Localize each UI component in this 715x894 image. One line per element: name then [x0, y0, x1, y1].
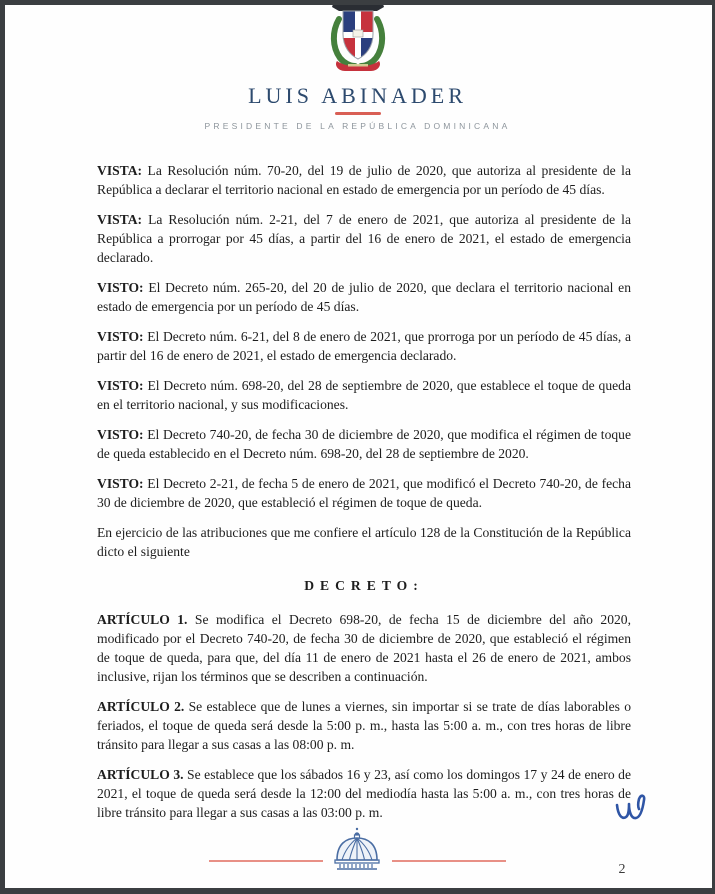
- shield: [343, 11, 373, 59]
- footer-rule-left: [209, 860, 323, 862]
- paragraph-text: El Decreto núm. 6-21, del 8 de enero de 2021, que prorroga por un período de 45 días, a partir del 16 de enero de 2021, el estado de emergencia declarado.: [97, 329, 631, 363]
- paragraph-label: VISTA:: [97, 163, 143, 178]
- paragraph-label: ARTÍCULO 1.: [97, 612, 188, 627]
- paragraph-text: Se establece que los sábados 16 y 23, así como los domingos 17 y 24 de enero de 2021, el toque de queda será desde la 12:00 del mediodía hasta las 5:00 a. m., con tres horas de libre tránsito para llegar a sus casas a las 03:00 p. m.: [97, 767, 631, 820]
- paragraph-label: VISTA:: [97, 212, 143, 227]
- paragraph-label: VISTO:: [97, 476, 144, 491]
- signature-mark: [612, 792, 652, 826]
- paragraph: [97, 474, 631, 512]
- palace-dome-icon: [330, 827, 384, 871]
- scan-edge-left: [0, 0, 5, 894]
- paragraph-text: Se establece que de lunes a viernes, sin importar si se trate de días laborables o feriados, el toque de queda será desde la 5:00 p. m., hasta las 5:00 a. m., con tres horas de libre tránsito para llegar a sus casas a las 08:00 p. m.: [97, 699, 631, 752]
- document-body: [97, 161, 631, 833]
- paragraph: [97, 327, 631, 365]
- paragraph: [97, 425, 631, 463]
- scan-edge-top: [0, 0, 715, 5]
- articles-section: [97, 610, 631, 822]
- paragraph-text: En ejercicio de las atribuciones que me confiere el artículo 128 de la Constitución de la República dicto el siguiente: [97, 525, 631, 559]
- page-number: 2: [618, 862, 626, 877]
- paragraph-text: El Decreto núm. 698-20, del 28 de septiembre de 2020, que establece el toque de queda en el territorio nacional, y sus modificaciones.: [97, 378, 631, 412]
- paragraph-text: La Resolución núm. 70-20, del 19 de julio de 2020, que autoriza al presidente de la República a declarar el territorio nacional en estado de emergencia por un período de 45 días.: [97, 163, 631, 197]
- scan-edge-bottom: [0, 888, 715, 894]
- paragraph-label: ARTÍCULO 3.: [97, 767, 184, 782]
- decree-heading: DECRETO:: [304, 578, 424, 593]
- paragraph-label: ARTÍCULO 2.: [97, 699, 185, 714]
- president-title: PRESIDENTE DE LA REPÚBLICA DOMINICANA: [204, 121, 511, 131]
- paragraph: [97, 161, 631, 199]
- paragraph-label: VISTO:: [97, 427, 144, 442]
- paragraph-text: El Decreto 740-20, de fecha 30 de diciembre de 2020, que modifica el régimen de toque de queda establecido en el Decreto núm. 698-20, del 28 de septiembre de 2020.: [97, 427, 631, 461]
- paragraph: [97, 523, 631, 561]
- coat-of-arms-icon: [327, 1, 389, 77]
- paragraph-text: Se modifica el Decreto 698-20, de fecha 15 de diciembre del año 2020, modificado por el Decreto 740-20, de fecha 30 de diciembre de 2020, que estableció el régimen de toque de queda, para que, del día 11 de enero de 2021 hasta el 26 de enero de 2021, ambos inclusive, rijan los términos que se describen a continuación.: [97, 612, 631, 684]
- header-divider: [335, 112, 381, 115]
- considerations-section: [97, 161, 631, 561]
- paragraph-label: VISTO:: [97, 378, 144, 393]
- footer-rule-right: [392, 860, 506, 862]
- paragraph-label: VISTO:: [97, 329, 144, 344]
- paragraph: [97, 765, 631, 822]
- motto-text-band: [348, 64, 368, 67]
- paragraph: [97, 610, 631, 686]
- paragraph-text: El Decreto núm. 265-20, del 20 de julio de 2020, que declara el territorio nacional en estado de emergencia por un período de 45 días.: [97, 280, 631, 314]
- paragraph-label: VISTO:: [97, 280, 144, 295]
- paragraph: [97, 376, 631, 414]
- paragraph-text: El Decreto 2-21, de fecha 5 de enero de 2021, que modificó el Decreto 740-20, de fecha 30 de diciembre de 2020, que estableció el régimen de toque de queda.: [97, 476, 631, 510]
- president-name: LUIS ABINADER: [248, 83, 467, 108]
- paragraph: [97, 278, 631, 316]
- paragraph: [97, 210, 631, 267]
- paragraph-text: La Resolución núm. 2-21, del 7 de enero de 2021, que autoriza al presidente de la República a prorrogar por 45 días, a partir del 16 de enero de 2021, el estado de emergencia declarado.: [97, 212, 631, 265]
- paragraph: [97, 697, 631, 754]
